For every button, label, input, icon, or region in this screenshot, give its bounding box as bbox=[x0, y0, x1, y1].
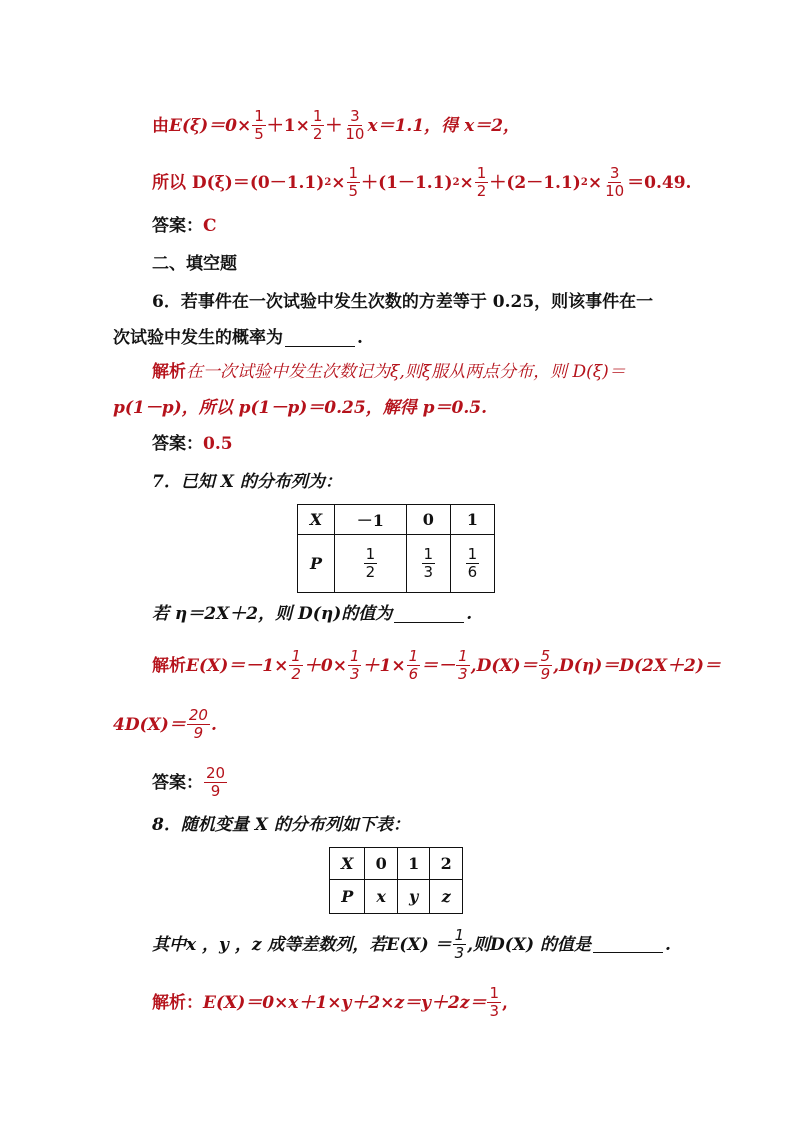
answer5 bbox=[152, 214, 217, 238]
den: 5 bbox=[348, 182, 359, 200]
den: 6 bbox=[467, 563, 478, 581]
num: 5 bbox=[540, 647, 551, 665]
table-row bbox=[330, 848, 463, 880]
den: 9 bbox=[540, 665, 551, 683]
text-end: . bbox=[664, 934, 671, 955]
answer6 bbox=[152, 432, 233, 456]
solution7-line2 bbox=[113, 707, 217, 742]
den: 2 bbox=[365, 563, 376, 581]
num: 1 bbox=[423, 545, 434, 563]
solution6-line2: p(1－p)，所以 p(1－p)＝0.25，解得 p＝0.5. bbox=[113, 398, 487, 418]
num: 1 bbox=[254, 107, 264, 125]
question7-ask bbox=[152, 602, 472, 626]
answer-value: C bbox=[203, 216, 217, 236]
answer-label: 答案： bbox=[152, 772, 203, 793]
answer7 bbox=[152, 765, 228, 800]
cell bbox=[450, 535, 494, 593]
cell bbox=[335, 535, 407, 593]
fraction bbox=[348, 648, 362, 683]
answer-blank bbox=[394, 606, 464, 623]
num: 1 bbox=[476, 164, 487, 182]
solution7-line1 bbox=[152, 648, 721, 683]
den: 6 bbox=[408, 665, 419, 683]
num: 20 bbox=[206, 764, 226, 782]
text-a: 所以 D(ξ)＝(0－1.1) bbox=[152, 172, 325, 193]
solution-label: 解析 bbox=[152, 362, 186, 382]
den: 3 bbox=[349, 665, 360, 683]
den: 2 bbox=[476, 182, 487, 200]
text-e: ,D(X)＝ bbox=[470, 655, 538, 676]
den: 10 bbox=[605, 182, 625, 200]
solution-label: 解析 bbox=[152, 655, 186, 676]
num: 1 bbox=[348, 164, 359, 182]
text-b: ,则D(X) 的值是 bbox=[467, 934, 591, 955]
text-c: ＋ bbox=[325, 115, 343, 136]
text-end: . bbox=[466, 604, 473, 624]
fraction bbox=[252, 108, 266, 143]
fraction bbox=[539, 648, 553, 683]
cell: x bbox=[365, 880, 398, 914]
text-g: ＝0.49. bbox=[627, 172, 692, 193]
question6-line1: 6．若事件在一次试验中发生次数的方差等于 0.25，则该事件在一 bbox=[152, 292, 654, 312]
fraction bbox=[347, 165, 361, 200]
text-h: . bbox=[210, 714, 217, 735]
text: 次试验中发生的概率为 bbox=[113, 328, 283, 348]
answer-label: 答案： bbox=[152, 434, 203, 454]
den: 2 bbox=[291, 665, 301, 683]
fraction bbox=[187, 707, 210, 742]
fraction bbox=[289, 648, 303, 683]
den: 3 bbox=[489, 1002, 500, 1020]
cell bbox=[406, 535, 450, 593]
cell: 0 bbox=[365, 848, 398, 880]
answer-label: 答案： bbox=[152, 216, 203, 236]
solution8-line bbox=[152, 985, 508, 1020]
num: 1 bbox=[312, 107, 323, 125]
cell: 1 bbox=[397, 848, 430, 880]
text-g: 4D(X)＝ bbox=[113, 714, 186, 735]
cell: y bbox=[397, 880, 430, 914]
num: 1 bbox=[365, 545, 376, 563]
header-x: X bbox=[298, 505, 335, 535]
text-a: E(X)＝－1× bbox=[186, 655, 289, 676]
den: 3 bbox=[458, 665, 468, 683]
text-a: E(ξ)＝0× bbox=[169, 115, 252, 136]
solution6-line1 bbox=[152, 360, 626, 384]
table-row bbox=[298, 535, 495, 593]
question7-intro: 7．已知 X 的分布列为： bbox=[152, 472, 342, 492]
den: 2 bbox=[312, 125, 323, 143]
section-heading: 二、填空题 bbox=[152, 254, 237, 274]
solution5-variance-line: 所以 D(ξ)＝(0－1.1) 2 × $\frac{1}{5}$ ＋(1－1.1) 2 × $\frac{1}{2}$ ＋(2－1.1) 2 × $\frac{3}{10}$ ＝0.49. bbox=[152, 164, 692, 200]
cell: 1 bbox=[450, 505, 494, 535]
num: 1 bbox=[489, 984, 500, 1002]
answer-value: 0.5 bbox=[203, 434, 233, 454]
fraction bbox=[453, 927, 467, 962]
answer-blank bbox=[593, 936, 663, 953]
num: 1 bbox=[408, 647, 419, 665]
text-b: , bbox=[502, 992, 508, 1013]
question6-line2 bbox=[113, 326, 363, 350]
den: 10 bbox=[345, 125, 365, 143]
header-p: P bbox=[330, 880, 365, 914]
solution-label: 解析： bbox=[152, 992, 203, 1013]
text-d: x＝1.1，得 x＝2， bbox=[367, 115, 521, 136]
den: 9 bbox=[210, 782, 221, 800]
num: 1 bbox=[458, 647, 468, 665]
num: 3 bbox=[350, 107, 360, 125]
num: 1 bbox=[291, 647, 301, 665]
text-pre: 由 bbox=[152, 115, 169, 136]
text-a: 其中x ，y ，z 成等差数列，若E(X) ＝ bbox=[152, 934, 452, 955]
text: 若 η＝2X＋2，则 D(η)的值为 bbox=[152, 604, 393, 624]
fraction bbox=[487, 985, 501, 1020]
num: 3 bbox=[609, 164, 620, 182]
num: 20 bbox=[188, 706, 208, 724]
den: 3 bbox=[454, 944, 465, 962]
header-p: P bbox=[298, 535, 335, 593]
fraction bbox=[475, 165, 489, 200]
header-x: X bbox=[330, 848, 365, 880]
text-d: × bbox=[459, 172, 474, 193]
text-b: ＋1× bbox=[266, 115, 310, 136]
answer-fraction bbox=[204, 765, 227, 800]
den: 9 bbox=[193, 724, 204, 742]
fraction bbox=[311, 108, 325, 143]
num: 1 bbox=[349, 647, 360, 665]
distribution-table-7 bbox=[297, 504, 495, 593]
num: 1 bbox=[454, 926, 465, 944]
text-c: ＋1× bbox=[362, 655, 406, 676]
num: 1 bbox=[467, 545, 478, 563]
fraction bbox=[603, 165, 626, 200]
text-b: × bbox=[331, 172, 346, 193]
question8-intro: 8．随机变量 X 的分布列如下表： bbox=[152, 815, 410, 835]
table-row bbox=[330, 880, 463, 914]
text-b: ＋0× bbox=[303, 655, 347, 676]
text-e: ＋(2－1.1) bbox=[489, 172, 581, 193]
distribution-table-8 bbox=[329, 847, 463, 914]
fraction bbox=[343, 108, 366, 143]
table-row bbox=[298, 505, 495, 535]
text-a: E(X)＝0×x＋1×y＋2×z＝y＋2z＝ bbox=[203, 992, 487, 1013]
solution-text: 在一次试验中发生次数记为ξ,则ξ服从两点分布，则 D(ξ)＝ bbox=[186, 362, 626, 382]
cell: 0 bbox=[406, 505, 450, 535]
cell: z bbox=[430, 880, 463, 914]
den: 5 bbox=[254, 125, 264, 143]
fraction bbox=[456, 648, 470, 683]
text-c: ＋(1－1.1) bbox=[361, 172, 453, 193]
text-d: ＝－ bbox=[421, 655, 456, 676]
cell: 2 bbox=[430, 848, 463, 880]
cell: －1 bbox=[335, 505, 407, 535]
text-f: ,D(η)＝D(2X＋2)＝ bbox=[553, 655, 721, 676]
text-end: . bbox=[357, 328, 363, 348]
text-f: × bbox=[587, 172, 603, 193]
den: 3 bbox=[423, 563, 434, 581]
answer-blank bbox=[285, 330, 355, 347]
question8-ask bbox=[152, 927, 671, 962]
solution5-expectation-line bbox=[152, 108, 520, 143]
fraction bbox=[407, 648, 421, 683]
